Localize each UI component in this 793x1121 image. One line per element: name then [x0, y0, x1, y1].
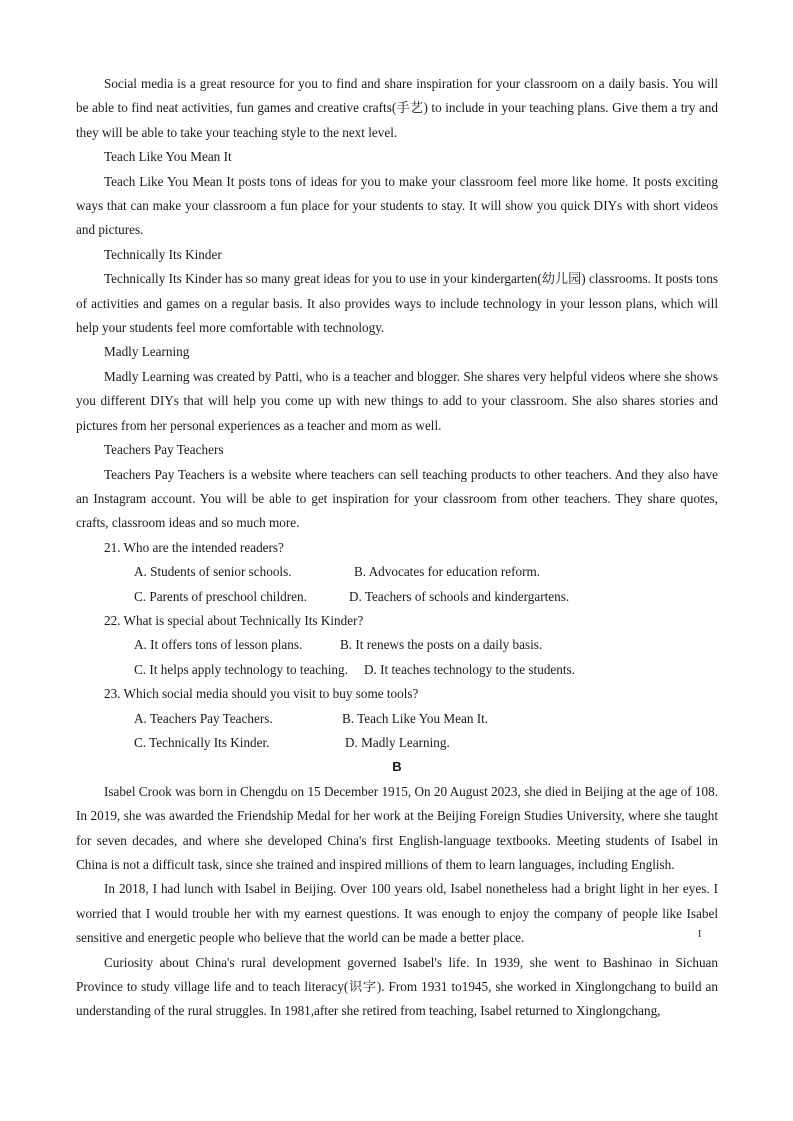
option-22-c: C. It helps apply technology to teaching. — [134, 661, 348, 677]
passage-b-paragraph-2: In 2018, I had lunch with Isabel in Beijing. Over 100 years old, Isabel nonetheless had a bright light in her eyes. I worried that I would trouble her with my earnest questions. It was enough to enjoy the company of people like Isabel sensitive and energetic people who believe that the world can be made a better place. — [76, 881, 718, 946]
question-22-options-row-1 — [76, 633, 718, 657]
option-21-b: B. Advocates for education reform. — [354, 564, 541, 580]
option-21-c: C. Parents of preschool children. — [134, 588, 307, 604]
question-21-options-row-2 — [76, 585, 718, 609]
document-page — [76, 72, 718, 1024]
section-body-teach-like-you-mean-it: Teach Like You Mean It posts tons of ideas for you to make your classroom feel more like home. It posts exciting ways that can make your classroom a fun place for your students to stay. It will show you quick DIYs with short videos and pictures. — [76, 173, 718, 238]
section-label-b: B — [392, 759, 402, 775]
question-21-options-row-1 — [76, 560, 718, 584]
option-22-b: B. It renews the posts on a daily basis. — [340, 637, 543, 653]
option-23-b: B. Teach Like You Mean It. — [342, 710, 489, 726]
question-23-stem: 23. Which social media should you visit to buy some tools? — [104, 686, 419, 702]
option-23-a: A. Teachers Pay Teachers. — [134, 710, 273, 726]
question-21-stem: 21. Who are the intended readers? — [104, 539, 284, 555]
stray-mark: I — [698, 929, 702, 940]
section-title-technically-its-kinder: Technically Its Kinder — [104, 246, 222, 262]
question-23-options-row-1 — [76, 707, 718, 731]
option-21-d: D. Teachers of schools and kindergartens. — [349, 588, 570, 604]
option-22-d: D. It teaches technology to the students. — [364, 661, 575, 677]
section-body-technically-its-kinder: Technically Its Kinder has so many great ideas for you to use in your kindergarten(幼儿园) classrooms. It posts tons of activities and games on a regular basis. It also provides ways to include technology in your lesson plans, which will help your students feel more comfortable with technology. — [76, 271, 718, 336]
question-22-stem: 22. What is special about Technically Its Kinder? — [104, 612, 364, 628]
option-22-a: A. It offers tons of lesson plans. — [134, 637, 303, 653]
question-22-options-row-2 — [76, 658, 718, 682]
option-21-a: A. Students of senior schools. — [134, 564, 292, 580]
option-23-d: D. Madly Learning. — [345, 734, 450, 750]
section-body-madly-learning: Madly Learning was created by Patti, who is a teacher and blogger. She shares very helpful videos where she shows you different DIYs that will help you come up with new things to add to your classroom. She also shares stories and pictures from her personal experiences as a teacher and mom as well. — [76, 368, 718, 433]
question-23-options-row-2 — [76, 731, 718, 755]
section-title-teachers-pay-teachers: Teachers Pay Teachers — [104, 442, 224, 458]
passage-b-paragraph-1: Isabel Crook was born in Chengdu on 15 December 1915, On 20 August 2023, she died in Beijing at the age of 108. In 2019, she was awarded the Friendship Medal for her work at the Beijing Foreign Studies University, where she taught for seven decades, and where she developed China's first English-language textbooks. Meeting students of Isabel in China is not a difficult task, since she trained and inspired millions of them to learn languages, including English. — [76, 783, 718, 872]
passage-b-paragraph-3: Curiosity about China's rural development governed Isabel's life. In 1939, she went to Bashinao in Sichuan Province to study village life and to teach literacy(识字). From 1931 to1945, she worked in Xinglongchang to build an understanding of the rural struggles. In 1981,after she retired from teaching, Isabel returned to Xinglongchang, — [76, 954, 718, 1019]
option-23-c: C. Technically Its Kinder. — [134, 734, 270, 750]
section-title-madly-learning: Madly Learning — [104, 344, 190, 360]
intro-paragraph: Social media is a great resource for you to find and share inspiration for your classroom on a daily basis. You will be able to find neat activities, fun games and creative crafts(手艺) to include in your teaching plans. Give them a try and they will be able to take your teaching style to the next level. — [76, 76, 718, 140]
section-title-teach-like-you-mean-it: Teach Like You Mean It — [104, 149, 232, 165]
section-body-teachers-pay-teachers: Teachers Pay Teachers is a website where teachers can sell teaching products to other teachers. And they also have an Instagram account. You will be able to get inspiration for your classroom from other teachers. They share quotes, crafts, classroom ideas and so much more. — [76, 466, 718, 531]
